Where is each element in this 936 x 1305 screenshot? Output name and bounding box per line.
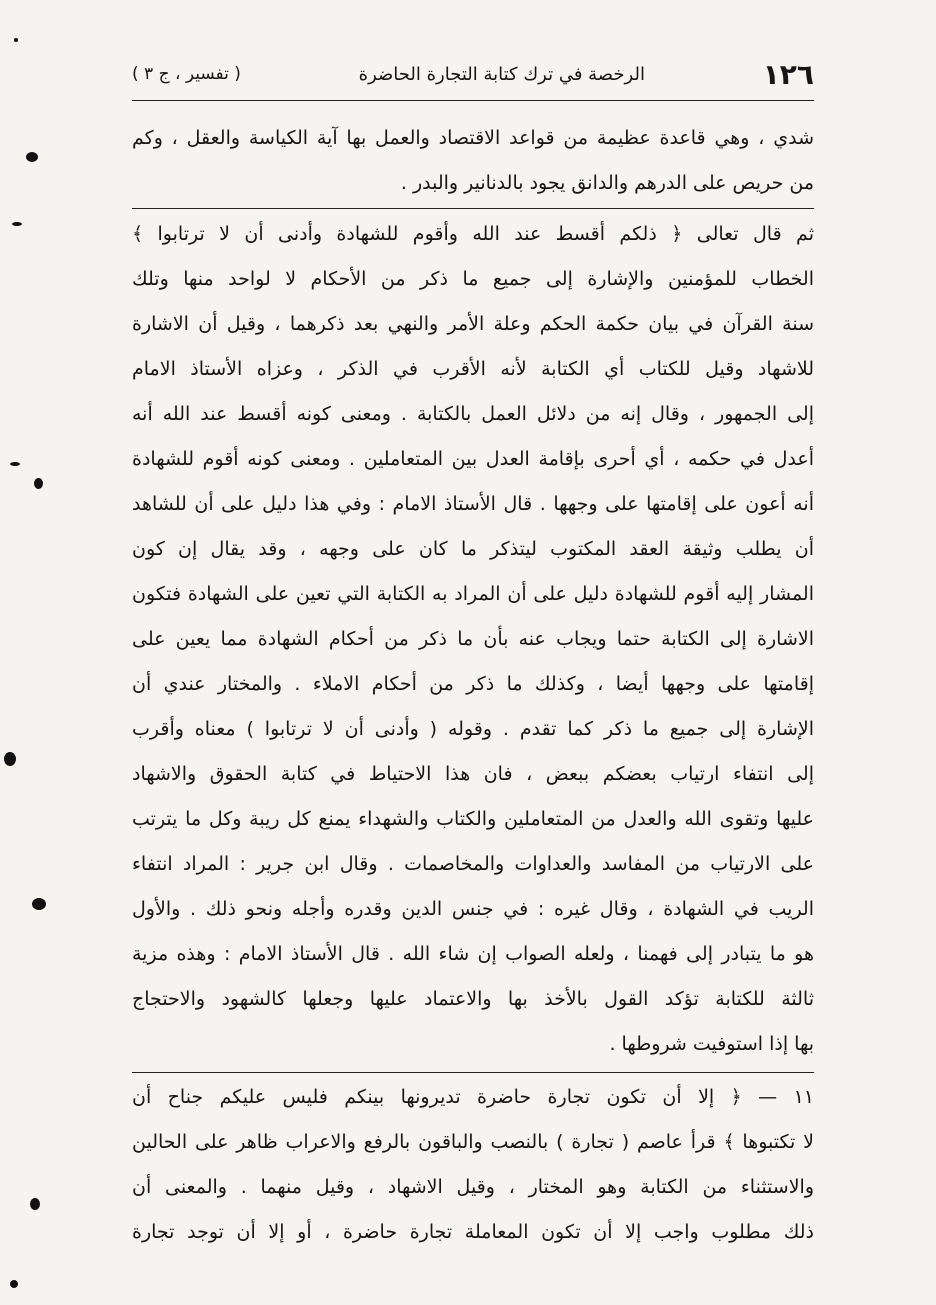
text-line: سنة القرآن في بيان حكمة الحكم وعلة الأمر والنهي بعد ذكرهما ، وقيل أن الاشارة <box>132 313 814 335</box>
text-section-1 <box>132 116 814 206</box>
volume-label: ( تفسير ، ج ٣ ) <box>132 64 241 84</box>
scan-speck <box>10 462 20 466</box>
header-rule <box>132 100 814 101</box>
text-line: الاشارة إلى الكتابة حتما ويجاب عنه بأن ما ذكر من أحكام الشهادة مما يعين على <box>132 628 814 650</box>
text-line: أن يطلب وثيقة العقد المكتوب ليتذكر ما كان على وجهه ، وقد يقال إن كون <box>132 538 814 560</box>
text-section-2 <box>132 212 814 1067</box>
scan-speck <box>32 898 46 910</box>
text-line: الخطاب للمؤمنين والإشارة إلى جميع ما ذكر من الأحكام لا لواحد منها وتلك <box>132 268 814 290</box>
text-line: والاستثناء من الكتابة وهو المختار ، وقيل الاشهاد ، وقيل منهما . والمعنى أن <box>132 1176 814 1198</box>
text-line: على الارتياب من المفاسد والعداوات والمخاصمات . وقال ابن جرير : المراد انتفاء <box>132 853 814 875</box>
text-line: لا تكتبوها ﴾ قرأ عاصم ( تجارة ) بالنصب والباقون بالرفع والاعراب ظاهر على الحالين <box>132 1131 814 1153</box>
text-line: للاشهاد وقيل للكتاب أي الكتابة لأنه الأقرب في الذكر ، وعزاه الأستاذ الامام <box>132 358 814 380</box>
text-line: هو ما يتبادر إلى فهمنا ، ولعله الصواب إن شاء الله . قال الأستاذ الامام : وهذه مزية <box>132 943 814 965</box>
text-line: ١١ — ﴿ إلا أن تكون تجارة حاضرة تديرونها بينكم فليس عليكم جناح أن <box>132 1086 814 1108</box>
scan-speck <box>34 478 43 489</box>
scan-speck <box>14 38 18 42</box>
text-line: إلى انتفاء ارتياب بعضكم ببعض ، فان هذا الاحتياط في كتابة الحقوق والاشهاد <box>132 763 814 785</box>
scan-speck <box>12 222 22 226</box>
text-line: إقامتها على وجهها أيضا ، وكذلك ما ذكر من أحكام الاملاء . والمختار عندي أن <box>132 673 814 695</box>
text-line: ذلك مطلوب واجب إلا أن تكون المعاملة تجارة حاضرة ، أو إلا أن توجد تجارة <box>132 1221 814 1243</box>
text-line: أنه أعون على إقامتها على وجهها . قال الأستاذ الامام : وفي هذا دليل على أن للشاهد <box>132 493 814 515</box>
text-line: أعدل في حكمه ، أي أحرى بإقامة العدل بين المتعاملين . ومعنى كونه أقوم للشهادة <box>132 448 814 470</box>
scan-speck <box>10 1280 18 1288</box>
section-divider <box>132 208 814 209</box>
running-title: الرخصة في ترك كتابة التجارة الحاضرة <box>358 63 645 85</box>
text-line: ثالثة للكتابة تؤكد القول بالأخذ بها والاعتماد عليها وجعلها كالشهود والاحتجاج <box>132 988 814 1010</box>
scan-speck <box>26 152 38 162</box>
text-line: من حريص على الدرهم والدانق يجود بالدنانير والبدر . <box>400 172 814 194</box>
text-section-3 <box>132 1075 814 1255</box>
page-number: ١٢٦ <box>762 57 814 91</box>
scan-speck <box>4 752 16 766</box>
text-line: عليها وتقوى الله والعدل من المتعاملين والكتاب والشهداء يمنع كل ريبة وكل ما يترتب <box>132 808 814 830</box>
scan-speck <box>30 1198 40 1210</box>
text-line: الريب في الشهادة ، وقال غيره : في جنس الدين وقدره وأجله ونحو ذلك . والأول <box>132 898 814 920</box>
text-line: المشار إليه أقوم للشهادة دليل على أن المراد به الكتابة التي تعين على الشهادة فتكون <box>132 583 814 605</box>
text-line: بها إذا استوفيت شروطها . <box>609 1033 814 1055</box>
text-line: الإشارة إلى جميع ما ذكر كما تقدم . وقوله ( وأدنى أن لا ترتابوا ) معناه وأقرب <box>132 718 814 740</box>
running-header <box>132 52 814 96</box>
section-divider <box>132 1072 814 1073</box>
text-line: إلى الجمهور ، وقال إنه من دلائل العمل بالكتابة . ومعنى كونه أقسط عند الله أنه <box>132 403 814 425</box>
text-line: شدي ، وهي قاعدة عظيمة من قواعد الاقتصاد والعمل بها آية الكياسة والعقل ، وكم <box>132 127 814 149</box>
text-line: ثم قال تعالى ﴿ ذلكم أقسط عند الله وأقوم للشهادة وأدنى أن لا ترتابوا ﴾ <box>132 223 814 245</box>
